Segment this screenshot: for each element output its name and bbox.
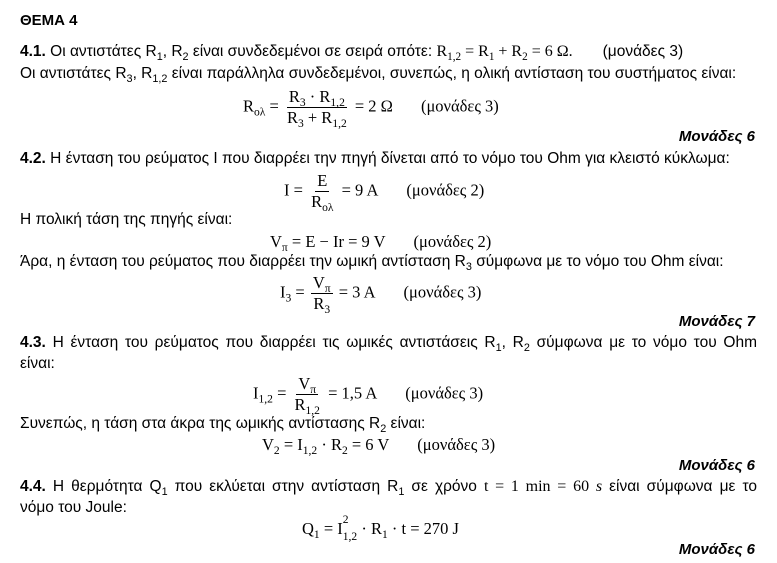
s41-series-equation: $R_{1,2} = R_1 + R_2 = 6$ Ω. [436, 43, 573, 63]
s43-text: είναι: [386, 415, 426, 432]
s44-time-expression: t = 1 min = 60 s [483, 478, 603, 495]
s42-marks: Μονάδες 7 [678, 313, 755, 330]
s41-line1 [20, 42, 757, 62]
s41-text: είναι παράλληλα συνδεδεμένοι, συνεπώς, η ολική αντίσταση του συστήματος είναι: [167, 65, 737, 82]
sub: 1,2 [152, 72, 168, 85]
sub: 1 [495, 341, 502, 354]
s43-line2: είναι: [20, 355, 55, 372]
s43-line1 [20, 333, 757, 353]
s42-line1 [20, 149, 757, 169]
s42-number: 4.2. [20, 150, 46, 167]
fraction: $\frac{V_\pi}{R_{1,2}}$ [294, 374, 320, 418]
s43-marks: Μονάδες 6 [678, 457, 755, 474]
sub: 1 [156, 50, 163, 63]
s44-heat-equation: $Q_1 = I$ 2 $1,2 \cdot R_1 \cdot t = 270$ J [302, 514, 459, 544]
s43-text: , R [501, 334, 524, 351]
s44-text: σε χρόνο [404, 478, 484, 495]
s41-text: είναι συνδεδεμένοι σε σειρά οπότε: [188, 43, 437, 60]
sub: 2 [523, 341, 530, 354]
s42-text: σύμφωνα με το νόμο του Ohm είναι: [471, 253, 724, 270]
s43-voltage-equation: $V_2 = I_{1,2} \cdot R_2 = 6$ V (μονάδες 3) [262, 435, 496, 458]
sub: 3 [126, 72, 133, 85]
s41-points-1: (μονάδες 3) [602, 43, 684, 60]
s42-points-1: (μονάδες 2) [406, 180, 485, 200]
s44-number: 4.4. [20, 478, 46, 495]
s44-marks: Μονάδες 6 [678, 541, 755, 558]
s41-text: Οι αντιστάτες R [20, 65, 127, 82]
sub: 3 [465, 260, 472, 273]
sub: 2 [182, 50, 189, 63]
s43-points-1: (μονάδες 3) [405, 383, 484, 403]
s41-number: 4.1. [20, 43, 46, 60]
s44-text: είναι σύμφωνα με το [602, 478, 757, 495]
s42-current-equation: I = E $R_{o\lambda}$ = 9 A (μονάδες 2) [284, 171, 485, 215]
s42-line2: Η πολική τάση της πηγής είναι: [20, 211, 233, 228]
s41-text: , R [162, 43, 183, 60]
fraction: E $R_{o\lambda}$ [311, 171, 334, 215]
sub: 1 [398, 485, 405, 498]
s42-r3-current-equation: $I_3$ = $\frac{V_\pi}{R_3}$ = 3 A (μονάδες 3) [280, 273, 482, 317]
s41-parallel-equation: $R_{o\lambda}$ = $\frac{R_3 \cdot R_{1,2}}{R_3 + R_{1,2}}$ = 2 Ω (μονάδες 3) [243, 87, 499, 131]
sub: 1 [161, 485, 168, 498]
s43-text: Η ένταση του ρεύματος που διαρρέει τις ωμικές αντιστάσεις R [45, 334, 496, 351]
s42-points-3: (μονάδες 3) [403, 282, 482, 302]
s43-line3 [20, 414, 757, 434]
s42-line3 [20, 252, 757, 272]
s43-number: 4.3. [20, 334, 46, 351]
s43-text: σύμφωνα με το νόμο του Ohm [529, 334, 757, 351]
s41-text: Οι αντιστάτες R [45, 43, 157, 60]
s42-voltage-equation: $V_\pi = E - Ir = 9$ V (μονάδες 2) [270, 232, 492, 255]
s43-points-2: (μονάδες 3) [417, 435, 496, 454]
s41-line2 [20, 64, 757, 84]
s44-text: που εκλύεται στην αντίσταση R [167, 478, 399, 495]
s43-current-equation: $I_{1,2}$ = $\frac{V_\pi}{R_{1,2}}$ = 1,5 A (μονάδες 3) [253, 374, 484, 418]
s41-points-2: (μονάδες 3) [420, 96, 499, 116]
s42-text: Άρα, η ένταση του ρεύματος που διαρρέει την ωμική αντίσταση R [20, 253, 466, 270]
s44-line1 [20, 477, 757, 497]
fraction: $\frac{R_3 \cdot R_{1,2}}{R_3 + R_{1,2}}$ [286, 87, 347, 131]
section-title: ΘΕΜΑ 4 [20, 12, 78, 29]
s43-text: Συνεπώς, η τάση στα άκρα της ωμικής αντίστασης R [20, 415, 381, 432]
s41-marks: Μονάδες 6 [678, 128, 755, 145]
s44-text: Η θερμότητα Q [45, 478, 162, 495]
s42-points-2: (μονάδες 2) [413, 232, 492, 251]
s44-line2: νόμο του Joule: [20, 499, 127, 516]
fraction: $\frac{V_\pi}{R_3}$ [312, 273, 331, 317]
s41-text: , R [132, 65, 153, 82]
s42-text: Η ένταση του ρεύματος I που διαρρέει την πηγή δίνεται από το νόμο του Ohm για κλειστό κύκλωμα: [45, 150, 730, 167]
sub: 2 [380, 422, 387, 435]
